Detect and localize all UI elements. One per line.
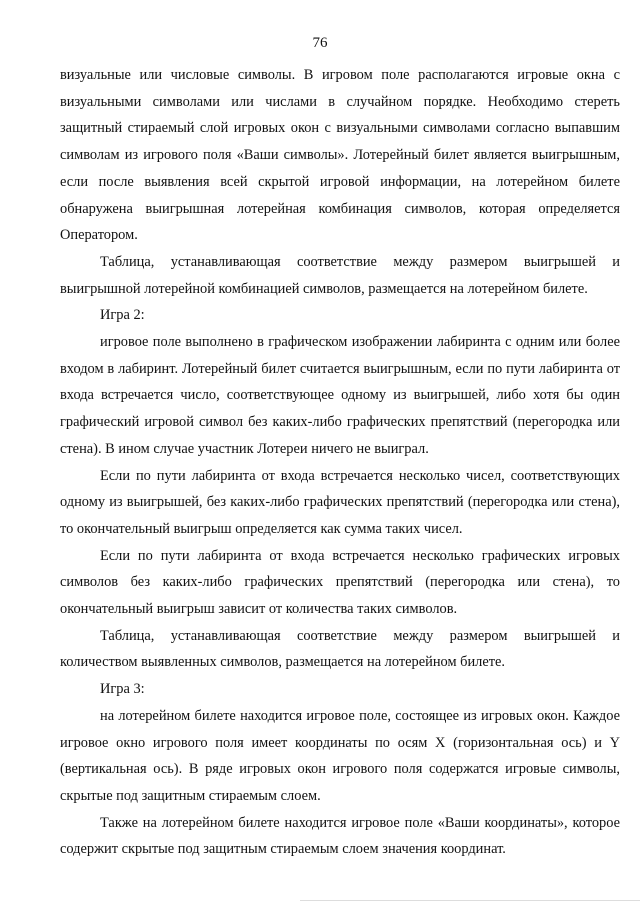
paragraph-game3-coordinates: Также на лотерейном билете находится игровое поле «Ваши координаты», которое содержит скрытые под защитным стираемым слоем значения координат. xyxy=(60,814,620,858)
paragraph-game2-numbers: Если по пути лабиринта от входа встречается несколько чисел, соответствующих одному из выигрышей, без каких-либо графических препятствий (перегородка или стена), то окончательный выигрыш определяется как сумма таких чисел. xyxy=(60,467,620,537)
page-number: 76 xyxy=(312,35,328,51)
heading-game-2: Игра 2: xyxy=(100,307,145,324)
document-body xyxy=(60,62,620,863)
paragraph-game3-description: на лотерейном билете находится игровое поле, состоящее из игровых окон. Каждое игровое окно игрового поля имеет координаты по осям X (горизонтальная ось) и Y (вертикальная ось). В ряде игровых окон игрового поля содержатся игровые символы, скрытые под защитным стираемым слоем. xyxy=(60,707,620,804)
scan-edge-line xyxy=(300,900,640,901)
heading-game-3: Игра 3: xyxy=(100,681,145,698)
paragraph-game2-description: игровое поле выполнено в графическом изображении лабиринта с одним или более входом в лабиринт. Лотерейный билет считается выигрышным, если по пути лабиринта от входа встречается число, соответствующее одному из выигрышей, либо хотя бы один графический игровой символ без каких-либо графических препятствий (перегородка или стена). В ином случае участник Лотереи ничего не выиграл. xyxy=(60,334,620,457)
paragraph-game2-table: Таблица, устанавливающая соответствие между размером выигрышей и количеством выявленных символов, размещается на лотерейном билете. xyxy=(60,627,620,671)
paragraph-game1-table: Таблица, устанавливающая соответствие между размером выигрышей и выигрышной лотерейной комбинацией символов, размещается на лотерейном билете. xyxy=(60,253,620,297)
paragraph-game1-description: визуальные или числовые символы. В игровом поле располагаются игровые окна с визуальными символами или числами в случайном порядке. Необходимо стереть защитный стираемый слой игровых окон с визуальными символами согласно выпавшим символам из игрового поля «Ваши символы». Лотерейный билет является выигрышным, если после выявления всей скрытой игровой информации, на лотерейном билете обнаружена выигрышная лотерейная комбинация символов, которая определяется Оператором. xyxy=(60,67,620,244)
paragraph-game2-symbols: Если по пути лабиринта от входа встречается несколько графических игровых символов без каких-либо графических препятствий (перегородка или стена), то окончательный выигрыш зависит от количества таких символов. xyxy=(60,547,620,618)
